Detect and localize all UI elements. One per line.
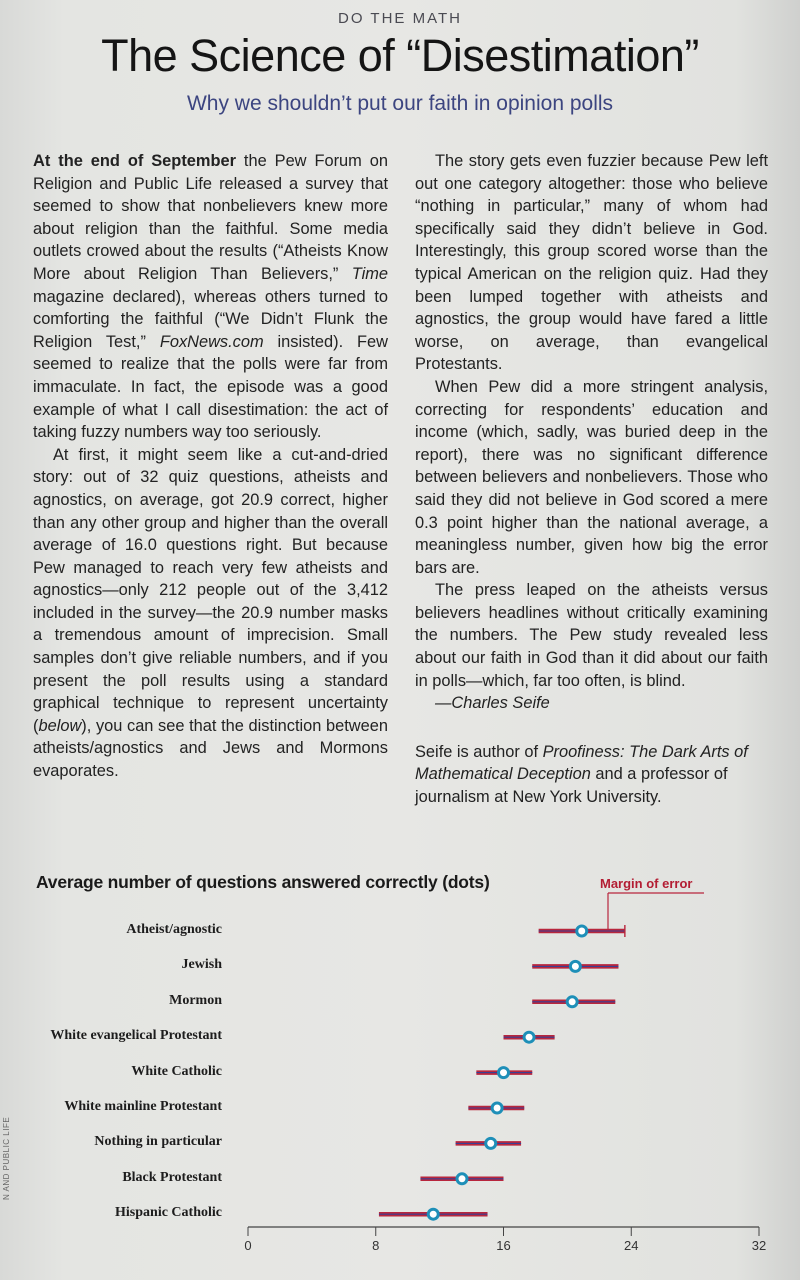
- category-label: White mainline Protestant: [64, 1099, 222, 1114]
- subtitle: Why we shouldn’t put our faith in opinion polls: [186, 92, 614, 115]
- author-bio: Seife is author of Proofiness: The Dark Arts of Mathematical Deception and a professor of journalism at New York University.: [415, 742, 748, 807]
- tick-label: 24: [624, 1238, 639, 1253]
- paragraph: At the end of September the Pew Forum on Religion and Public Life released a survey that seemed to show that nonbelievers knew more about religion than the faithful. Some media outlets crowed about the results (“Atheists Know More about Religion Than Believers,” Time magazine declared), whereas others turned to comforting the faithful (“We Didn’t Flunk the Religion Test,” FoxNews.com insisted). Few seemed to realize that the polls were far from immaculate. In fact, the episode was a good example of what I call disestimation: the act of taking fuzzy numbers way too seriously.: [33, 152, 388, 442]
- category-label: Black Protestant: [122, 1169, 222, 1185]
- tick-label: 0: [244, 1238, 252, 1253]
- category-label: White Catholic: [131, 1063, 222, 1079]
- kicker: DO THE MATH: [338, 10, 462, 27]
- category-label: Nothing in particular: [94, 1134, 222, 1150]
- category-label: White evangelical Protestant: [50, 1028, 222, 1044]
- data-point: [457, 1174, 467, 1184]
- data-point: [570, 961, 580, 971]
- error-bar-chart: [0, 860, 800, 1280]
- category-label: Atheist/agnostic: [126, 922, 222, 937]
- tick-label: 16: [496, 1238, 511, 1253]
- legend-label: Margin of error: [600, 876, 693, 891]
- category-label: Hispanic Catholic: [115, 1205, 222, 1221]
- lead-in: At the end of September: [33, 152, 236, 170]
- data-point: [486, 1138, 496, 1148]
- paragraph: The story gets even fuzzier because Pew left out one category altogether: those who believe “nothing in particular,” many of whom had specifically said they didn’t believe in God. Interestingly, this group scored worse than the typical American on the religion quiz. Had they been lumped together with atheists and agnostics, the group would have fared a little worse, on average, than evangelical Protestants.: [415, 152, 768, 374]
- data-point: [428, 1209, 438, 1219]
- data-point: [499, 1068, 509, 1078]
- paragraph: When Pew did a more stringent analysis, correcting for respondents’ education and income (which, sadly, was buried deep in the report), there was no significant difference between believers and nonbelievers. Those who said they did not believe in God scored a mere 0.3 point higher than the national average, a meaningless number, given how big the error bars are.: [415, 377, 768, 577]
- category-label: Jewish: [181, 957, 222, 973]
- data-point: [577, 926, 587, 936]
- tick-label: 8: [372, 1238, 380, 1253]
- paragraph: The press leaped on the atheists versus believers headlines without critically examining the numbers. The Pew study revealed less about our faith in God than it did about our faith in polls—which, far too often, is blind.: [415, 581, 768, 690]
- tick-label: 32: [751, 1238, 767, 1253]
- category-label: Mormon: [169, 992, 222, 1008]
- side-credit: N AND PUBLIC LIFE: [2, 1116, 11, 1200]
- chart-title: Average number of questions answered correctly (dots): [36, 872, 490, 892]
- data-point: [567, 997, 577, 1007]
- data-point: [492, 1103, 502, 1113]
- data-point: [524, 1032, 534, 1042]
- author-signature: —Charles Seife: [435, 694, 550, 713]
- article-column-right: [415, 150, 768, 809]
- page-title: The Science of “Disestimation”: [101, 30, 699, 81]
- paragraph: At first, it might seem like a cut-and-dried story: out of 32 quiz questions, atheists and agnostics, on average, got 20.9 correct, higher than any other group and higher than the overall average of 16.0 questions right. But because Pew managed to reach very few atheists and agnostics—only 212 people out of the 3,412 included in the survey—the 20.9 number masks a tremendous amount of imprecision. Small samples don’t give reliable numbers, and if you present the poll results using a standard graphical technique to represent uncertainty (below), you can see that the distinction between atheists/agnostics and Jews and Mormons evaporates.: [33, 445, 388, 781]
- plot-area: [0, 860, 800, 1280]
- article-column-left: [33, 150, 388, 783]
